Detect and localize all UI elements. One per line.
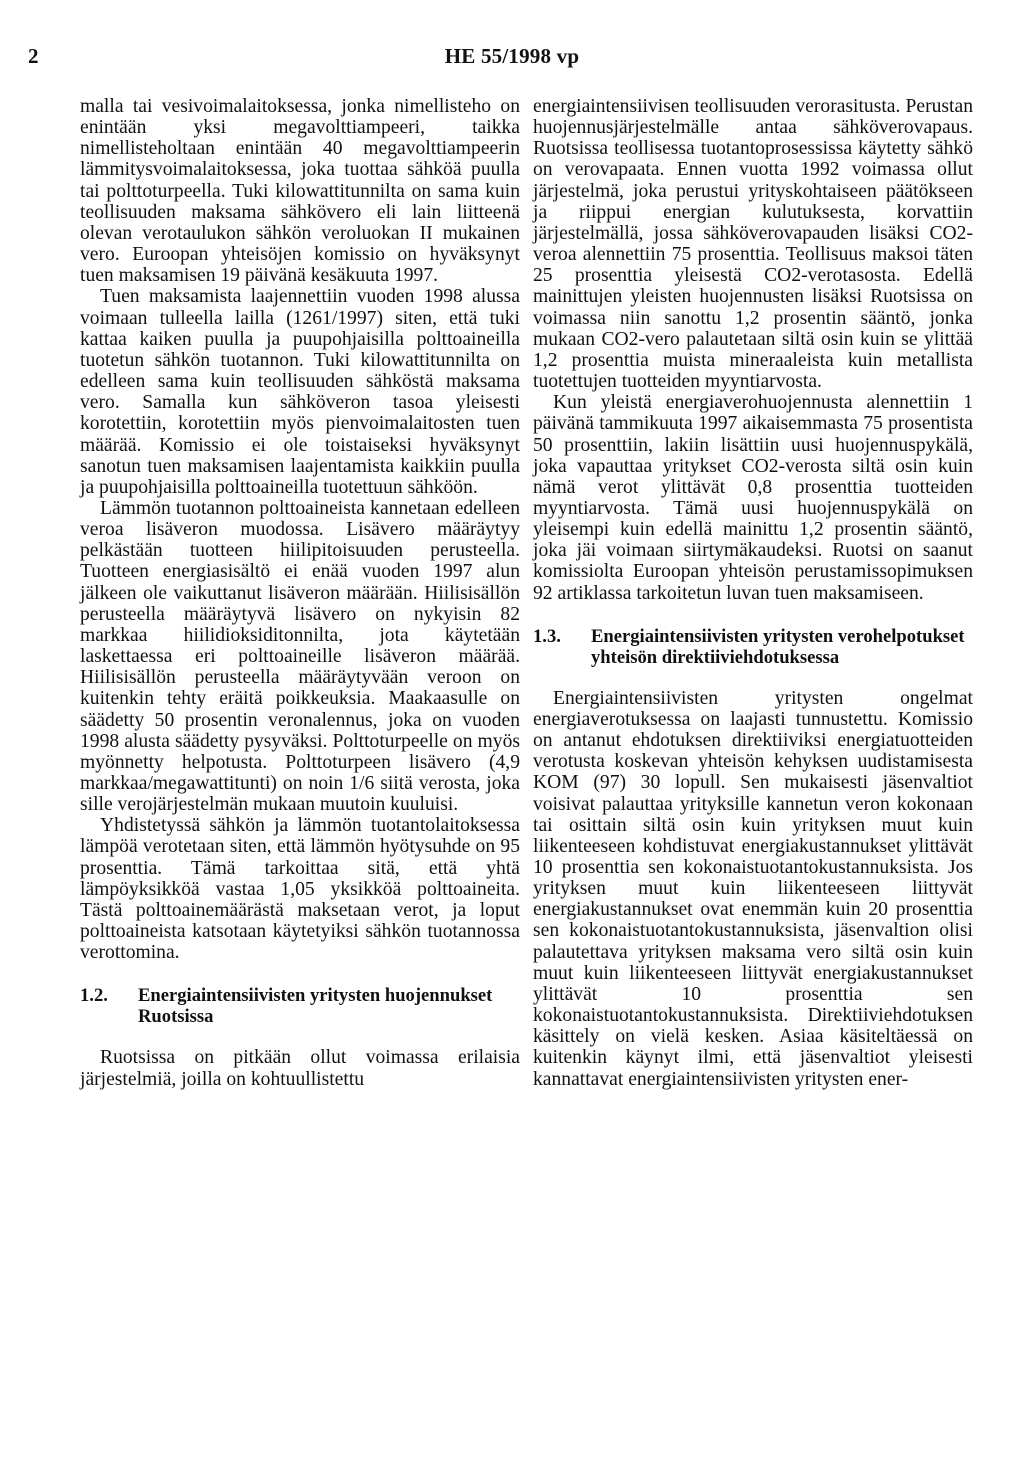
paragraph: energiaintensiivisen teollisuuden verorasitusta. Perustan huojennusjärjestelmälle antaa sähköverovapaus. Ruotsissa teollisessa tuotantoprosessissa käytetty sähkö on verovapaata. Ennen vuotta 1992 voimassa ollut järjestelmä, joka perustui yrityskohtaiseen päätökseen ja riippui energian kulutuksesta, korvattiin järjestelmällä, jossa sähköverovapauden lisäksi CO2-veroa alennettiin 75 prosenttia. Teollisuus maksoi täten 25 prosenttia yleisestä CO2-verotasosta. Edellä mainittujen yleisten huojennusten lisäksi Ruotsissa on voimassa niin sanottu 1,2 prosentin sääntö, jonka mukaan CO2-vero palautetaan siltä osin kuin se ylittää 1,2 prosenttia muista mineraaleista kuin metallista tuotettujen tuotteiden myyntiarvosta. bbox=[533, 96, 973, 393]
section-number: 1.2. bbox=[80, 985, 108, 1007]
running-head: HE 55/1998 vp bbox=[444, 44, 580, 68]
section-title: Energiaintensiivisten yritysten huojennukset Ruotsissa bbox=[138, 985, 493, 1028]
section-heading-1-2 bbox=[80, 985, 520, 1027]
section-heading-1-3 bbox=[533, 626, 973, 668]
paragraph: Lämmön tuotannon polttoaineista kannetaan edelleen veroa lisäveron muodossa. Lisävero määräytyy pelkästään tuotteen hiilipitoisuuden perusteella. Tuotteen energiasisältö ei enää vuoden 1997 alun jälkeen ole vaikuttanut lisäveron määrään. Hiilisisällön perusteella määräytyvä lisävero on nykyisin 82 markkaa hiilidioksiditonnilta, jota käytetään laskettaessa eri polttoaineille lisäveron määrää. Hiilisisällön perusteella määräytyvään veroon on kuitenkin tehty eräitä poikkeuksia. Maakaasulle on säädetty 50 prosentin veronalennus, joka on vuoden 1998 alusta säädetty pysyväksi. Polttoturpeelle on myös myönnetty helpotusta. Polttoturpeen lisävero (4,9 markkaa/megawattitunti) on noin 1/6 siitä verosta, joka sille verojärjestelmän mukaan muutoin kuuluisi. bbox=[80, 497, 520, 816]
section-number: 1.3. bbox=[533, 625, 561, 647]
paragraph: Kun yleistä energiaverohuojennusta alennettiin 1 päivänä tammikuuta 1997 aikaisemmasta 75 prosentista 50 prosenttiin, lakiin lisättiin uusi huojennuspykälä, joka vapauttaa yritykset CO2-verosta siltä osin kuin nämä verot ylittävät 0,8 prosenttia tuotteiden myyntiarvosta. Tämä uusi huojennuspykälä on yleisempi kuin edellä mainittu 1,2 prosentin sääntö, joka jäi voimaan siirtymäkaudeksi. Ruotsi on saanut komissiolta Euroopan yhteisön perustamissopimuksen 92 artiklassa tarkoitetun luvan tuen maksamiseen. bbox=[533, 392, 973, 604]
paragraph: Yhdistetyssä sähkön ja lämmön tuotantolaitoksessa lämpöä verotetaan siten, että lämmön hyötysuhde on 95 prosenttia. Tämä tarkoittaa sitä, että yhtä lämpöyksikköä vastaa 1,05 yksikköä polttoaineita. Tästä polttoainemäärästä maksetaan verot, ja loput polttoaineista katsotaan käytetyiksi sähkön tuotannossa verottomina. bbox=[80, 815, 520, 964]
section-title: Energiaintensiivisten yritysten verohelpotukset yhteisön direktiiviehdotuksessa bbox=[591, 625, 965, 668]
right-column bbox=[533, 96, 973, 1090]
paragraph: Energiaintensiivisten yritysten ongelmat energiaverotuksessa on laajasti tunnustettu. Komissio on antanut ehdotuksen direktiiviksi energiatuotteiden verotusta koskevan yhteisön kehyksen uudistamisesta KOM (97) 30 lopull. Sen mukaisesti jäsenvaltiot voisivat palauttaa yrityksille kannetun veron kokonaan tai osittain siltä osin kuin yrityksen muut kuin liikenteeseen kohdistuvat energiakustannukset ylittävät 10 prosenttia sen kokonaistuotantokustannuksista. Jos yrityksen muut kuin liikenteeseen liittyvät energiakustannukset ovat enemmän kuin 20 prosenttia sen kokonaistuotantokustannuksista, jäsenvaltion olisi palautettava yrityksen maksama vero siltä osin kuin muut kuin liikenteeseen liittyvät energiakustannukset ylittävät 10 prosenttia sen kokonaistuotantokustannuksista. Direktiiviehdotuksen käsittely on vielä kesken. Asiaa käsiteltäessä on kuitenkin käynyt ilmi, että jäsenvaltiot yleisesti kannattavat energiaintensiivisten yritysten ener- bbox=[533, 687, 973, 1090]
paragraph: Tuen maksamista laajennettiin vuoden 1998 alussa voimaan tulleella lailla (1261/1997) siten, että tuki kattaa kaiken puulla ja puupohjaisilla polttoaineilla tuotetun sähkön tuotannon. Tuki kilowattitunnilta on edelleen sama kuin teollisuuden sähköstä maksama vero. Samalla kun sähköveron tasoa yleisesti korotettiin, korotettiin myös pienvoimalaitosten tuen määrää. Komissio ei ole toistaiseksi hyväksynyt sanotun tuen maksamisen laajentamista kaikkiin puulla ja puupohjaisilla polttoaineilla tuotettuun sähköön. bbox=[80, 286, 520, 498]
page-number: 2 bbox=[28, 44, 39, 68]
paragraph: Ruotsissa on pitkään ollut voimassa erilaisia järjestelmiä, joilla on kohtuullistettu bbox=[80, 1047, 520, 1090]
left-column bbox=[80, 96, 520, 1090]
paragraph: malla tai vesivoimalaitoksessa, jonka nimellisteho on enintään yksi megavolttiampeeri, taikka nimellisteholtaan enintään 40 megavolttiampeerin lämmitysvoimalaitoksessa, joka tuottaa sähköä puulla tai polttoturpeella. Tuki kilowattitunnilta on sama kuin teollisuuden maksama sähkövero eli lain liitteenä olevan verotaulukon sähkön veroluokan II mukainen vero. Euroopan yhteisöjen komissio on hyväksynyt tuen maksamisen 19 päivänä kesäkuuta 1997. bbox=[80, 96, 520, 287]
